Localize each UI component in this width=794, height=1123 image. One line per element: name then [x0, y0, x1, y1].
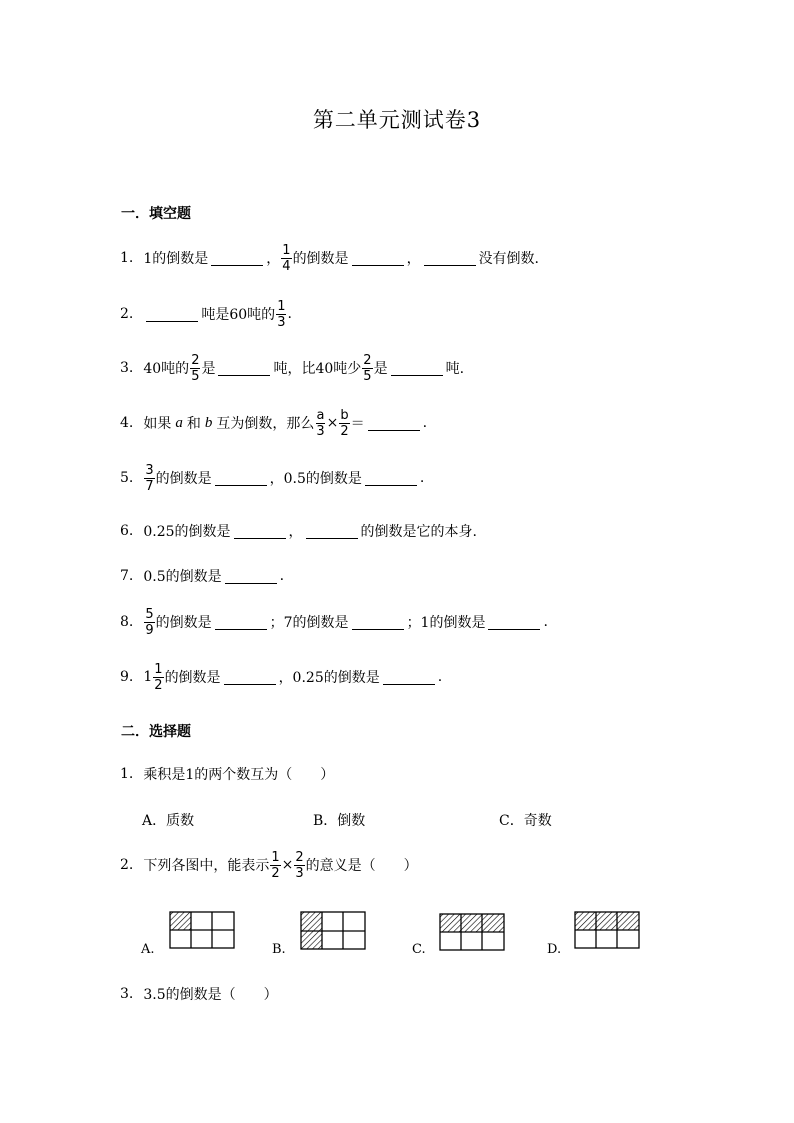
answer-blank[interactable] [215, 484, 267, 486]
denominator: 4 [282, 258, 291, 274]
fraction [270, 850, 280, 881]
option-label: A. [141, 942, 155, 957]
section-multiple-choice: 二．选择题 [121, 724, 191, 740]
question-8 [120, 605, 548, 639]
section-fill-in: 一．填空题 [121, 206, 191, 222]
fraction [153, 662, 163, 693]
question-text: 1的倒数是 [143, 251, 209, 267]
fraction [190, 353, 200, 384]
question-number: 9. [120, 669, 134, 685]
grid-figure-c [439, 912, 507, 952]
question-number: 1. [120, 766, 134, 782]
fraction [339, 408, 349, 439]
question-text: . [422, 415, 428, 431]
answer-blank[interactable] [352, 264, 404, 266]
denominator: 3 [316, 423, 325, 439]
question-text: 3.5的倒数是（ ） [143, 987, 278, 1003]
question-number: 5. [120, 470, 134, 486]
question-text: 的倒数是它的本身. [360, 524, 477, 540]
question-text: 的倒数是 [155, 471, 212, 487]
question-text: 0.25的倒数是 [143, 524, 231, 540]
answer-blank[interactable] [488, 628, 540, 630]
fraction [315, 408, 325, 439]
question-text: ，0.25的倒数是 [278, 670, 380, 686]
question-text: . [287, 306, 292, 322]
question-text: 互为倒数，那么 [216, 416, 315, 432]
denominator: 9 [145, 622, 154, 638]
numerator: 1 [282, 242, 291, 258]
question-number: 8. [120, 614, 134, 630]
question-text: ，0.5的倒数是 [269, 471, 362, 487]
question-number: 7. [120, 568, 134, 584]
question-text: . [437, 669, 443, 685]
answer-blank[interactable] [146, 320, 198, 322]
question-6 [120, 514, 477, 548]
question-number: 2. [120, 306, 134, 322]
answer-blank[interactable] [234, 537, 286, 539]
question-text: 是 [201, 361, 216, 377]
grid-figure-b [300, 910, 368, 952]
question-text: 如果 [143, 416, 172, 432]
denominator: 2 [154, 677, 163, 693]
question-5 [120, 461, 424, 495]
answer-blank[interactable] [352, 628, 404, 630]
fraction [294, 850, 304, 881]
question-text: 没有倒数. [478, 251, 540, 267]
answer-blank[interactable] [218, 374, 270, 376]
question-number: 1. [120, 250, 134, 266]
fraction [362, 353, 372, 384]
question-number: 2. [120, 857, 134, 873]
question-number: 6. [120, 523, 134, 539]
answer-blank[interactable] [365, 484, 417, 486]
question-text: 0.5的倒数是 [143, 569, 222, 585]
question-text: . [279, 568, 285, 584]
option-b[interactable]: B．倒数 [313, 813, 366, 829]
answer-blank[interactable] [368, 429, 420, 431]
question-text: 40吨的 [143, 361, 190, 377]
times-sign: × [326, 415, 339, 431]
answer-blank[interactable] [215, 628, 267, 630]
question-text: 的倒数是 [292, 251, 349, 267]
variable-b: b [204, 414, 213, 431]
numerator: 5 [145, 606, 154, 622]
fraction [276, 299, 286, 330]
answer-blank[interactable] [424, 264, 476, 266]
question-text: ；7的倒数是 [269, 615, 349, 631]
question-2 [120, 297, 292, 331]
question-3 [120, 351, 464, 385]
question-text: 吨是60吨的 [201, 307, 276, 323]
choice-question-3 [120, 977, 278, 1011]
question-9 [120, 660, 442, 694]
question-text: 吨. [445, 361, 465, 377]
denominator: 7 [145, 478, 154, 494]
times-sign: × [281, 857, 294, 873]
question-text: ， [406, 251, 421, 267]
denominator: 2 [271, 865, 280, 881]
question-text: 的意义是（ ） [305, 858, 418, 874]
question-text: 吨，比40吨少 [273, 361, 362, 377]
question-number: 3. [120, 986, 134, 1002]
question-text: ；1的倒数是 [406, 615, 486, 631]
answer-blank[interactable] [306, 537, 358, 539]
answer-blank[interactable] [391, 374, 443, 376]
numerator: 1 [277, 298, 286, 314]
question-text: ， [288, 524, 303, 540]
question-1 [120, 241, 539, 275]
fraction [144, 607, 154, 638]
denominator: 5 [363, 368, 372, 384]
numerator: 2 [295, 849, 304, 865]
choice-question-2 [120, 848, 418, 882]
question-text: 下列各图中，能表示 [143, 858, 270, 874]
fraction [281, 243, 291, 274]
question-text: . [419, 470, 425, 486]
question-text: ， [266, 251, 281, 267]
answer-blank[interactable] [383, 683, 435, 685]
question-text: 是 [373, 361, 388, 377]
question-number: 3. [120, 360, 134, 376]
grid-figure-a [169, 910, 237, 950]
option-label: D. [547, 942, 562, 957]
variable-a: a [175, 414, 183, 431]
question-text: 的倒数是 [155, 615, 212, 631]
equals-sign: ＝ [350, 416, 365, 432]
question-number: 4. [120, 415, 134, 431]
numerator: 1 [154, 661, 163, 677]
question-4 [120, 406, 427, 440]
question-text: . [543, 614, 548, 630]
question-text: 的倒数是 [164, 670, 221, 686]
page-title: 第二单元测试卷3 [312, 108, 482, 132]
numerator: 2 [191, 352, 200, 368]
answer-blank[interactable] [211, 264, 263, 266]
answer-blank[interactable] [224, 683, 276, 685]
choice-question-1 [120, 757, 334, 791]
denominator: 3 [295, 865, 304, 881]
numerator: 2 [363, 352, 372, 368]
numerator: 3 [145, 462, 154, 478]
denominator: 3 [277, 314, 286, 330]
denominator: 2 [340, 423, 349, 439]
numerator: 1 [271, 849, 280, 865]
option-label: B. [272, 942, 286, 957]
grid-figure-d [574, 910, 642, 950]
question-7 [120, 559, 284, 593]
numerator: a [316, 407, 325, 423]
fraction [144, 463, 154, 494]
answer-blank[interactable] [225, 582, 277, 584]
option-a[interactable]: A．质数 [142, 813, 195, 829]
whole-number: 1 [143, 669, 153, 685]
numerator: b [340, 407, 349, 423]
question-text: 乘积是1的两个数互为（ ） [143, 767, 335, 783]
option-label: C. [412, 942, 426, 957]
question-text: 和 [186, 416, 201, 432]
denominator: 5 [191, 368, 200, 384]
option-c[interactable]: C．奇数 [499, 813, 552, 829]
